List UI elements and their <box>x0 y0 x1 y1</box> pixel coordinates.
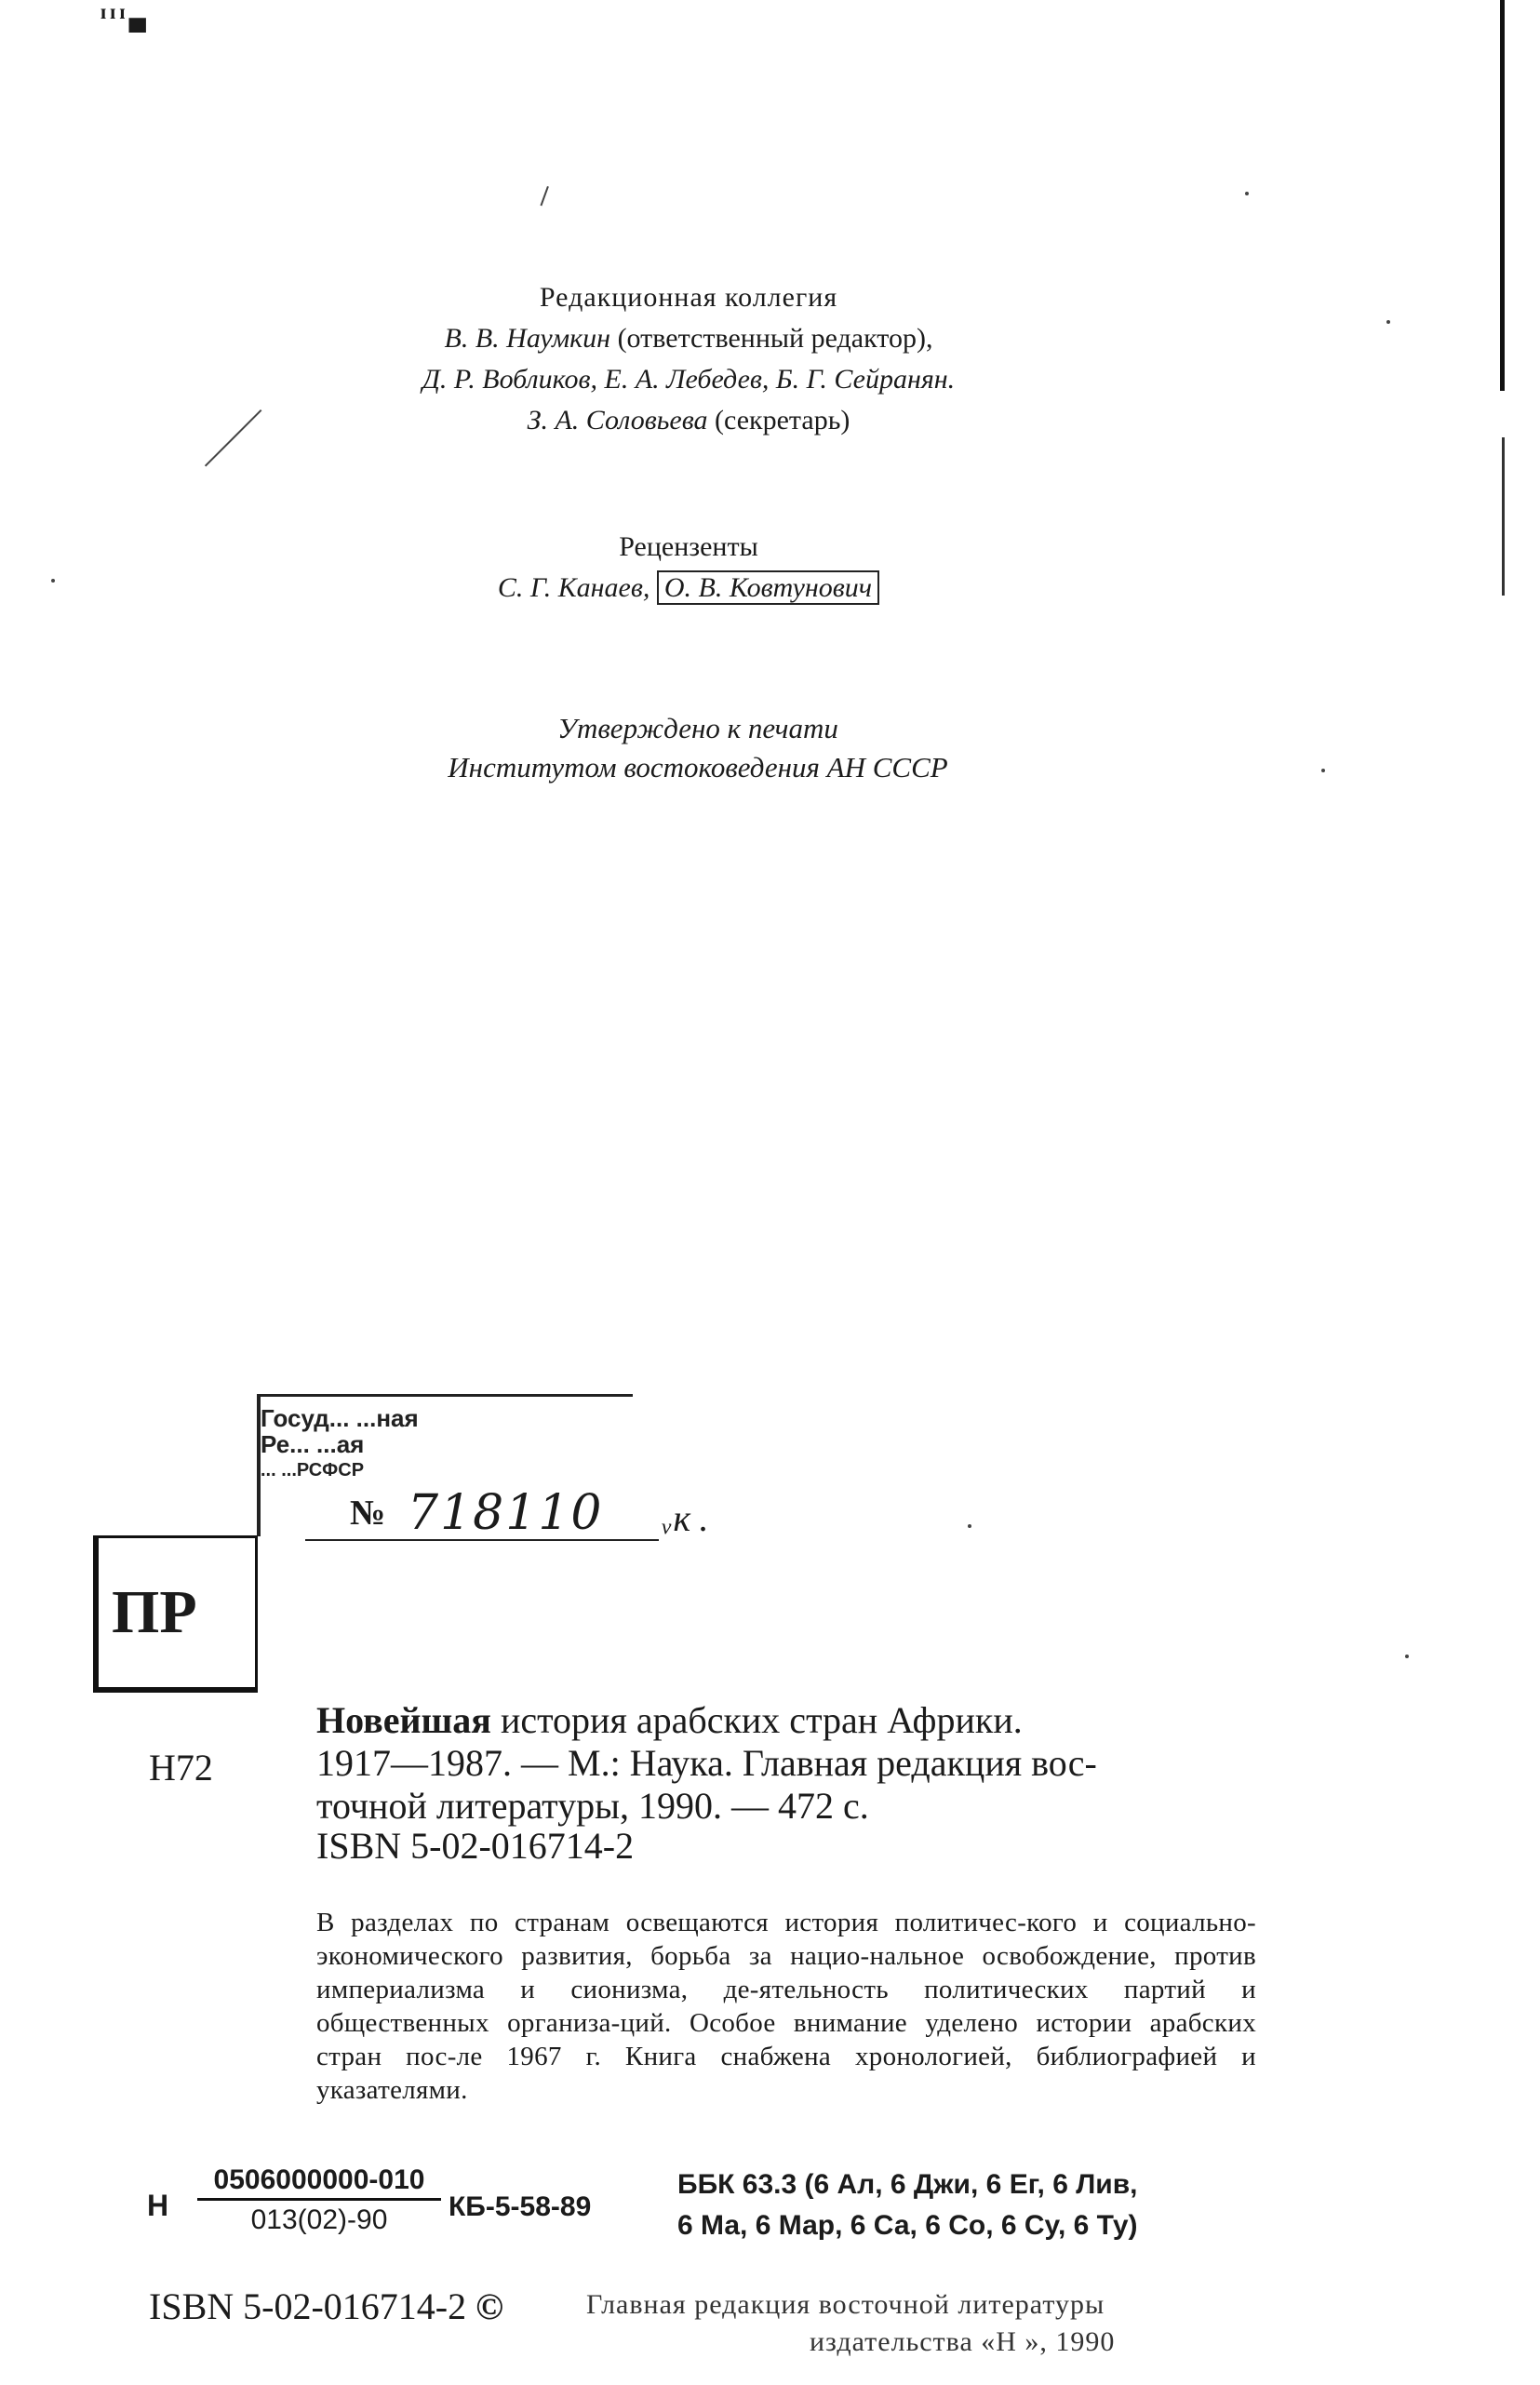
kb-code: КБ-5-58-89 <box>449 2191 592 2222</box>
catalog-title-line <box>316 1699 1256 1742</box>
speck <box>1386 320 1390 324</box>
reviewers-heading: Рецензенты <box>619 531 758 562</box>
bbk-line-2: 6 Ма, 6 Мар, 6 Са, 6 Со, 6 Су, 6 Ту) <box>677 2210 1138 2241</box>
publisher-line-2: издательства «Н », 1990 <box>810 2326 1116 2357</box>
approval-line-1: Утверждено к печати <box>557 712 838 744</box>
fraction-denominator: 013(02)-90 <box>250 2204 388 2235</box>
catalog-line-3: точной литературы, 1990. — 472 с. <box>316 1785 869 1827</box>
catalog-isbn: ISBN 5-02-016714-2 <box>316 1825 635 1867</box>
fraction-numerator: 0506000000-010 <box>197 2164 441 2201</box>
editorial-board-heading: Редакционная коллегия <box>539 282 838 313</box>
publisher-line-1: Главная редакция восточной литературы <box>586 2289 1105 2320</box>
bbk-line-1: ББК 63.3 (6 Ал, 6 Джи, 6 Ег, 6 Лив, <box>677 2169 1138 2200</box>
stamp-text-line-3: ... ...РСФСР <box>261 1460 365 1481</box>
speck <box>1245 192 1249 195</box>
copyright-icon: © <box>475 2285 503 2327</box>
handwritten-margin-mark: ᵥᴋ . <box>663 1497 709 1539</box>
reviewer-name-boxed: О. В. Ковтунович <box>657 570 879 605</box>
stamp-handwritten-number: 718110 <box>408 1485 604 1541</box>
board-line-3 <box>223 400 1154 441</box>
board-names: З. А. Соловьева <box>527 405 708 435</box>
top-fragment-text: ᴵᴵᴵ▄ <box>100 4 150 31</box>
speck <box>1405 1655 1409 1658</box>
board-line-1 <box>223 318 1154 359</box>
page-edge-rule <box>1500 0 1505 391</box>
catalog-code: Н72 <box>149 1747 213 1789</box>
speck <box>51 579 55 583</box>
editorial-board <box>223 277 1154 441</box>
reviewers <box>307 527 1070 609</box>
stamp-number-label: № <box>350 1494 386 1533</box>
book-abstract: В разделах по странам освещаются история политичес-кого и социально-экономического развития, борьба за нацио-нальное освобождение, против империализма и сионизма, де-ятельность политических партий и общественных организа-ций. Особое внимание уделено истории арабских стран пос-ле 1967 г. Книга снабжена хронологией, библиографией и указателями. <box>316 1908 1256 2105</box>
pr-stamp-box <box>93 1535 258 1693</box>
classification-fraction <box>197 2164 441 2236</box>
page-edge-rule-lower <box>1502 437 1505 596</box>
reviewer-name: С. Г. Канаев, <box>497 572 657 603</box>
speck <box>968 1524 971 1528</box>
catalog-line-2: 1917—1987. — М.: Наука. Главная редакция вос- <box>316 1742 1097 1784</box>
catalog-title-bold: Новейшая <box>316 1699 491 1741</box>
bottom-isbn: ISBN 5-02-016714-2 <box>149 2285 467 2327</box>
catalog-title-rest: история арабских стран Африки. <box>490 1699 1023 1741</box>
approval-line-2: Институтом востоковедения АН СССР <box>448 751 948 784</box>
library-stamp <box>249 1388 640 1547</box>
pr-stamp-text: ПР <box>112 1578 197 1646</box>
catalog-record <box>316 1699 1256 1828</box>
reviewers-names <box>307 568 1070 609</box>
approval-note <box>279 709 1117 787</box>
speck <box>1321 769 1325 772</box>
stamp-text-line-2: Ре... ...ая <box>261 1430 365 1458</box>
board-names: Д. Р. Вобликов, Е. А. Лебедев, Б. Г. Сейранян. <box>422 364 956 395</box>
board-role: (ответственный редактор), <box>610 323 933 354</box>
classification-letter: Н <box>147 2189 169 2222</box>
board-role: (секретарь) <box>707 405 850 435</box>
stamp-underline <box>305 1539 659 1541</box>
board-line-2 <box>223 359 1154 400</box>
bbk-classification <box>677 2164 1264 2246</box>
board-names: В. В. Наумкин <box>444 323 611 354</box>
stray-slash-mark <box>540 186 548 206</box>
bottom-isbn-line <box>149 2285 503 2328</box>
stamp-text-line-1: Госуд... ...ная <box>261 1404 419 1432</box>
